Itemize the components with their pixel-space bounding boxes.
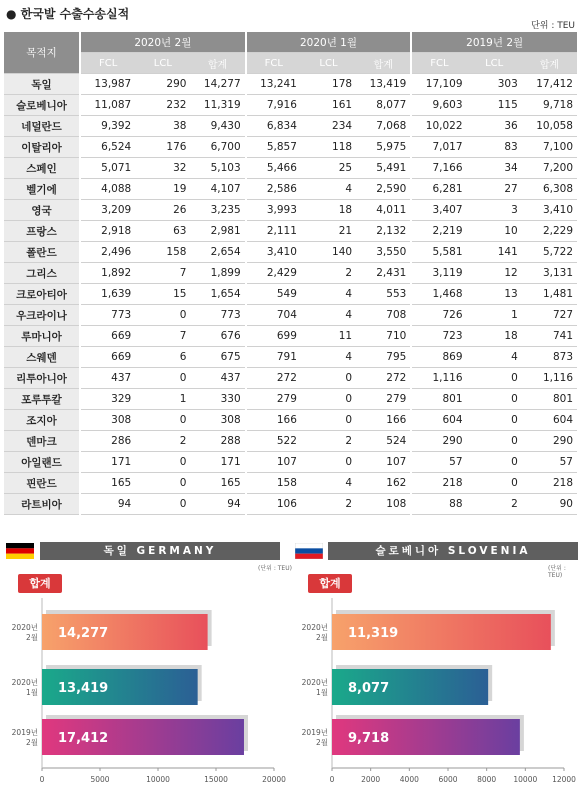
value-cell: 279 <box>246 389 301 410</box>
value-cell: 727 <box>522 305 577 326</box>
category-label: 2019년 <box>301 728 328 737</box>
subcol-lcl: LCL <box>467 53 522 74</box>
germany-bar-chart <box>0 596 290 786</box>
category-label: 2월 <box>25 738 38 747</box>
value-cell: 13,419 <box>356 74 411 95</box>
value-cell: 4 <box>467 347 522 368</box>
value-cell: 165 <box>80 473 135 494</box>
value-cell: 4 <box>301 179 356 200</box>
value-cell: 38 <box>135 116 190 137</box>
x-tick-label: 4000 <box>399 775 419 784</box>
value-cell: 7,916 <box>246 95 301 116</box>
value-cell: 161 <box>301 95 356 116</box>
value-cell: 0 <box>135 368 190 389</box>
destination-cell: 라트비아 <box>4 494 80 515</box>
value-cell: 166 <box>246 410 301 431</box>
value-cell: 279 <box>356 389 411 410</box>
value-cell: 2,132 <box>356 221 411 242</box>
slovenia-flag-icon <box>295 543 323 559</box>
value-cell: 6,308 <box>522 179 577 200</box>
value-cell: 669 <box>80 326 135 347</box>
value-cell: 83 <box>467 137 522 158</box>
value-cell: 171 <box>80 452 135 473</box>
value-cell: 704 <box>246 305 301 326</box>
value-cell: 6,524 <box>80 137 135 158</box>
table-row <box>4 305 577 326</box>
value-cell: 699 <box>246 326 301 347</box>
value-cell: 4,107 <box>190 179 245 200</box>
total-badge: 합계 <box>308 574 352 593</box>
value-cell: 57 <box>522 452 577 473</box>
value-cell: 6,281 <box>411 179 466 200</box>
value-cell: 11 <box>301 326 356 347</box>
value-cell: 2,431 <box>356 263 411 284</box>
value-cell: 27 <box>467 179 522 200</box>
value-cell: 106 <box>246 494 301 515</box>
value-cell: 2,590 <box>356 179 411 200</box>
bar-value-label: 8,077 <box>348 681 390 696</box>
table-row <box>4 326 577 347</box>
value-cell: 36 <box>467 116 522 137</box>
value-cell: 9,603 <box>411 95 466 116</box>
period-header: 2020년 2월 <box>80 32 246 53</box>
value-cell: 6,700 <box>190 137 245 158</box>
value-cell: 19 <box>135 179 190 200</box>
value-cell: 18 <box>301 200 356 221</box>
value-cell: 330 <box>190 389 245 410</box>
value-cell: 1,116 <box>522 368 577 389</box>
value-cell: 108 <box>356 494 411 515</box>
value-cell: 14,277 <box>190 74 245 95</box>
table-row <box>4 179 577 200</box>
period-header: 2020년 1월 <box>246 32 412 53</box>
destination-cell: 프랑스 <box>4 221 80 242</box>
value-cell: 1,654 <box>190 284 245 305</box>
value-cell: 0 <box>301 410 356 431</box>
table-row <box>4 431 577 452</box>
category-label: 2020년 <box>301 623 328 632</box>
value-cell: 57 <box>411 452 466 473</box>
destination-cell: 영국 <box>4 200 80 221</box>
value-cell: 1,468 <box>411 284 466 305</box>
value-cell: 549 <box>246 284 301 305</box>
value-cell: 791 <box>246 347 301 368</box>
bar-value-label: 17,412 <box>58 731 109 746</box>
value-cell: 3,550 <box>356 242 411 263</box>
subcol-fcl: FCL <box>80 53 135 74</box>
panel-header-slovenia: 슬로베니아 SLOVENIA <box>328 542 578 560</box>
value-cell: 0 <box>301 368 356 389</box>
value-cell: 522 <box>246 431 301 452</box>
value-cell: 6 <box>135 347 190 368</box>
value-cell: 524 <box>356 431 411 452</box>
x-tick-label: 2000 <box>361 775 381 784</box>
value-cell: 7,017 <box>411 137 466 158</box>
category-label: 2월 <box>315 633 328 642</box>
value-cell: 272 <box>246 368 301 389</box>
x-tick-label: 15000 <box>204 775 228 784</box>
value-cell: 801 <box>522 389 577 410</box>
value-cell: 2,229 <box>522 221 577 242</box>
value-cell: 26 <box>135 200 190 221</box>
destination-cell: 포루투칼 <box>4 389 80 410</box>
table-row <box>4 389 577 410</box>
value-cell: 0 <box>301 452 356 473</box>
value-cell: 5,071 <box>80 158 135 179</box>
value-cell: 140 <box>301 242 356 263</box>
value-cell: 7,100 <box>522 137 577 158</box>
value-cell: 11,087 <box>80 95 135 116</box>
value-cell: 2 <box>301 431 356 452</box>
value-cell: 723 <box>411 326 466 347</box>
value-cell: 726 <box>411 305 466 326</box>
value-cell: 15 <box>135 284 190 305</box>
value-cell: 4 <box>301 347 356 368</box>
panel-unit: (단위 : TEU) <box>548 565 566 579</box>
value-cell: 0 <box>467 410 522 431</box>
value-cell: 0 <box>135 473 190 494</box>
value-cell: 115 <box>467 95 522 116</box>
subcol-total: 합계 <box>356 53 411 74</box>
value-cell: 2,654 <box>190 242 245 263</box>
value-cell: 10 <box>467 221 522 242</box>
value-cell: 2,429 <box>246 263 301 284</box>
value-cell: 3 <box>467 200 522 221</box>
corner-header: 목적지 <box>4 32 80 74</box>
value-cell: 741 <box>522 326 577 347</box>
value-cell: 4 <box>301 284 356 305</box>
destination-cell: 이탈리아 <box>4 137 80 158</box>
value-cell: 0 <box>135 410 190 431</box>
table-row <box>4 473 577 494</box>
value-cell: 0 <box>135 494 190 515</box>
value-cell: 669 <box>80 347 135 368</box>
value-cell: 437 <box>80 368 135 389</box>
total-badge: 합계 <box>18 574 62 593</box>
value-cell: 773 <box>80 305 135 326</box>
value-cell: 5,722 <box>522 242 577 263</box>
value-cell: 2,586 <box>246 179 301 200</box>
value-cell: 25 <box>301 158 356 179</box>
value-cell: 232 <box>135 95 190 116</box>
value-cell: 0 <box>467 473 522 494</box>
table-row <box>4 200 577 221</box>
bar-value-label: 11,319 <box>348 626 399 641</box>
value-cell: 329 <box>80 389 135 410</box>
x-tick-label: 6000 <box>438 775 458 784</box>
value-cell: 1,639 <box>80 284 135 305</box>
destination-cell: 슬로베니아 <box>4 95 80 116</box>
value-cell: 94 <box>190 494 245 515</box>
value-cell: 10,058 <box>522 116 577 137</box>
x-tick-label: 10000 <box>146 775 170 784</box>
category-label: 2월 <box>315 738 328 747</box>
destination-cell: 아일랜드 <box>4 452 80 473</box>
x-tick-label: 8000 <box>477 775 497 784</box>
value-cell: 303 <box>467 74 522 95</box>
page-title: ● 한국발 수출수송실적 <box>6 7 130 21</box>
table-row <box>4 116 577 137</box>
value-cell: 0 <box>467 368 522 389</box>
value-cell: 7,200 <box>522 158 577 179</box>
value-cell: 2,219 <box>411 221 466 242</box>
value-cell: 18 <box>467 326 522 347</box>
value-cell: 1,899 <box>190 263 245 284</box>
value-cell: 290 <box>522 431 577 452</box>
value-cell: 171 <box>190 452 245 473</box>
value-cell: 3,131 <box>522 263 577 284</box>
value-cell: 166 <box>356 410 411 431</box>
category-label: 1월 <box>315 688 328 697</box>
value-cell: 2,981 <box>190 221 245 242</box>
value-cell: 2,111 <box>246 221 301 242</box>
value-cell: 308 <box>80 410 135 431</box>
slovenia-bar-chart <box>290 596 581 786</box>
destination-cell: 리투아니아 <box>4 368 80 389</box>
subcol-lcl: LCL <box>135 53 190 74</box>
value-cell: 308 <box>190 410 245 431</box>
value-cell: 286 <box>80 431 135 452</box>
value-cell: 2,918 <box>80 221 135 242</box>
value-cell: 63 <box>135 221 190 242</box>
value-cell: 7 <box>135 263 190 284</box>
value-cell: 290 <box>135 74 190 95</box>
table-row <box>4 263 577 284</box>
table-row <box>4 221 577 242</box>
value-cell: 4,011 <box>356 200 411 221</box>
destination-cell: 벨기에 <box>4 179 80 200</box>
destination-cell: 조지아 <box>4 410 80 431</box>
category-label: 2020년 <box>11 678 38 687</box>
value-cell: 3,235 <box>190 200 245 221</box>
value-cell: 801 <box>411 389 466 410</box>
value-cell: 34 <box>467 158 522 179</box>
subcol-total: 합계 <box>522 53 577 74</box>
value-cell: 5,581 <box>411 242 466 263</box>
destination-cell: 크로아티아 <box>4 284 80 305</box>
value-cell: 158 <box>246 473 301 494</box>
value-cell: 795 <box>356 347 411 368</box>
value-cell: 5,103 <box>190 158 245 179</box>
value-cell: 12 <box>467 263 522 284</box>
destination-cell: 핀란드 <box>4 473 80 494</box>
value-cell: 10,022 <box>411 116 466 137</box>
category-label: 1월 <box>25 688 38 697</box>
value-cell: 0 <box>135 452 190 473</box>
value-cell: 3,993 <box>246 200 301 221</box>
value-cell: 218 <box>522 473 577 494</box>
destination-cell: 우크라이나 <box>4 305 80 326</box>
value-cell: 94 <box>80 494 135 515</box>
value-cell: 3,410 <box>522 200 577 221</box>
value-cell: 5,857 <box>246 137 301 158</box>
value-cell: 3,209 <box>80 200 135 221</box>
value-cell: 0 <box>467 431 522 452</box>
period-header: 2019년 2월 <box>411 32 577 53</box>
value-cell: 5,975 <box>356 137 411 158</box>
value-cell: 234 <box>301 116 356 137</box>
value-cell: 1,116 <box>411 368 466 389</box>
value-cell: 32 <box>135 158 190 179</box>
value-cell: 178 <box>301 74 356 95</box>
x-tick-label: 20000 <box>262 775 286 784</box>
value-cell: 90 <box>522 494 577 515</box>
table-row <box>4 368 577 389</box>
value-cell: 3,119 <box>411 263 466 284</box>
value-cell: 17,412 <box>522 74 577 95</box>
value-cell: 9,718 <box>522 95 577 116</box>
table-row <box>4 74 577 95</box>
value-cell: 11,319 <box>190 95 245 116</box>
table-row <box>4 347 577 368</box>
value-cell: 2 <box>467 494 522 515</box>
value-cell: 218 <box>411 473 466 494</box>
value-cell: 176 <box>135 137 190 158</box>
value-cell: 6,834 <box>246 116 301 137</box>
value-cell: 1,481 <box>522 284 577 305</box>
x-tick-label: 5000 <box>90 775 110 784</box>
value-cell: 1 <box>135 389 190 410</box>
value-cell: 290 <box>411 431 466 452</box>
value-cell: 710 <box>356 326 411 347</box>
value-cell: 675 <box>190 347 245 368</box>
value-cell: 13,987 <box>80 74 135 95</box>
x-tick-label: 0 <box>39 775 45 784</box>
value-cell: 17,109 <box>411 74 466 95</box>
value-cell: 8,077 <box>356 95 411 116</box>
value-cell: 107 <box>356 452 411 473</box>
table-row <box>4 284 577 305</box>
table-row <box>4 137 577 158</box>
value-cell: 7,068 <box>356 116 411 137</box>
value-cell: 4 <box>301 473 356 494</box>
category-label: 2월 <box>25 633 38 642</box>
x-tick-label: 0 <box>329 775 335 784</box>
value-cell: 9,392 <box>80 116 135 137</box>
destination-cell: 그리스 <box>4 263 80 284</box>
table-row <box>4 494 577 515</box>
value-cell: 708 <box>356 305 411 326</box>
table-row <box>4 410 577 431</box>
value-cell: 553 <box>356 284 411 305</box>
bar-value-label: 14,277 <box>58 626 109 641</box>
value-cell: 5,466 <box>246 158 301 179</box>
value-cell: 9,430 <box>190 116 245 137</box>
value-cell: 165 <box>190 473 245 494</box>
value-cell: 1 <box>467 305 522 326</box>
value-cell: 2 <box>135 431 190 452</box>
table-row <box>4 242 577 263</box>
x-tick-label: 10000 <box>513 775 538 784</box>
table-row <box>4 95 577 116</box>
subcol-fcl: FCL <box>246 53 301 74</box>
value-cell: 88 <box>411 494 466 515</box>
value-cell: 2 <box>301 494 356 515</box>
export-table <box>4 32 577 515</box>
value-cell: 873 <box>522 347 577 368</box>
value-cell: 141 <box>467 242 522 263</box>
destination-cell: 독일 <box>4 74 80 95</box>
value-cell: 604 <box>522 410 577 431</box>
value-cell: 118 <box>301 137 356 158</box>
destination-cell: 폴란드 <box>4 242 80 263</box>
table-row <box>4 452 577 473</box>
subcol-lcl: LCL <box>301 53 356 74</box>
panel-unit: (단위 : TEU) <box>258 565 292 572</box>
value-cell: 869 <box>411 347 466 368</box>
x-tick-label: 12000 <box>552 775 576 784</box>
germany-flag-icon <box>6 543 34 559</box>
value-cell: 4,088 <box>80 179 135 200</box>
value-cell: 13,241 <box>246 74 301 95</box>
value-cell: 4 <box>301 305 356 326</box>
value-cell: 162 <box>356 473 411 494</box>
value-cell: 437 <box>190 368 245 389</box>
value-cell: 272 <box>356 368 411 389</box>
table-row <box>4 158 577 179</box>
value-cell: 2 <box>301 263 356 284</box>
destination-cell: 루마니아 <box>4 326 80 347</box>
value-cell: 0 <box>467 389 522 410</box>
destination-cell: 네덜란드 <box>4 116 80 137</box>
destination-cell: 스웨덴 <box>4 347 80 368</box>
bar-value-label: 9,718 <box>348 731 390 746</box>
value-cell: 107 <box>246 452 301 473</box>
value-cell: 604 <box>411 410 466 431</box>
value-cell: 676 <box>190 326 245 347</box>
panel-header-germany: 독일 GERMANY <box>40 542 280 560</box>
category-label: 2020년 <box>11 623 38 632</box>
value-cell: 0 <box>467 452 522 473</box>
value-cell: 0 <box>135 305 190 326</box>
value-cell: 158 <box>135 242 190 263</box>
category-label: 2019년 <box>11 728 38 737</box>
category-label: 2020년 <box>301 678 328 687</box>
value-cell: 3,410 <box>246 242 301 263</box>
value-cell: 7,166 <box>411 158 466 179</box>
subcol-fcl: FCL <box>411 53 466 74</box>
value-cell: 3,407 <box>411 200 466 221</box>
value-cell: 773 <box>190 305 245 326</box>
subcol-total: 합계 <box>190 53 245 74</box>
destination-cell: 덴마크 <box>4 431 80 452</box>
value-cell: 0 <box>301 389 356 410</box>
value-cell: 2,496 <box>80 242 135 263</box>
value-cell: 1,892 <box>80 263 135 284</box>
value-cell: 5,491 <box>356 158 411 179</box>
value-cell: 7 <box>135 326 190 347</box>
bar-value-label: 13,419 <box>58 681 109 696</box>
value-cell: 13 <box>467 284 522 305</box>
unit-label: 단위 : TEU <box>531 21 575 31</box>
destination-cell: 스페인 <box>4 158 80 179</box>
value-cell: 21 <box>301 221 356 242</box>
value-cell: 288 <box>190 431 245 452</box>
